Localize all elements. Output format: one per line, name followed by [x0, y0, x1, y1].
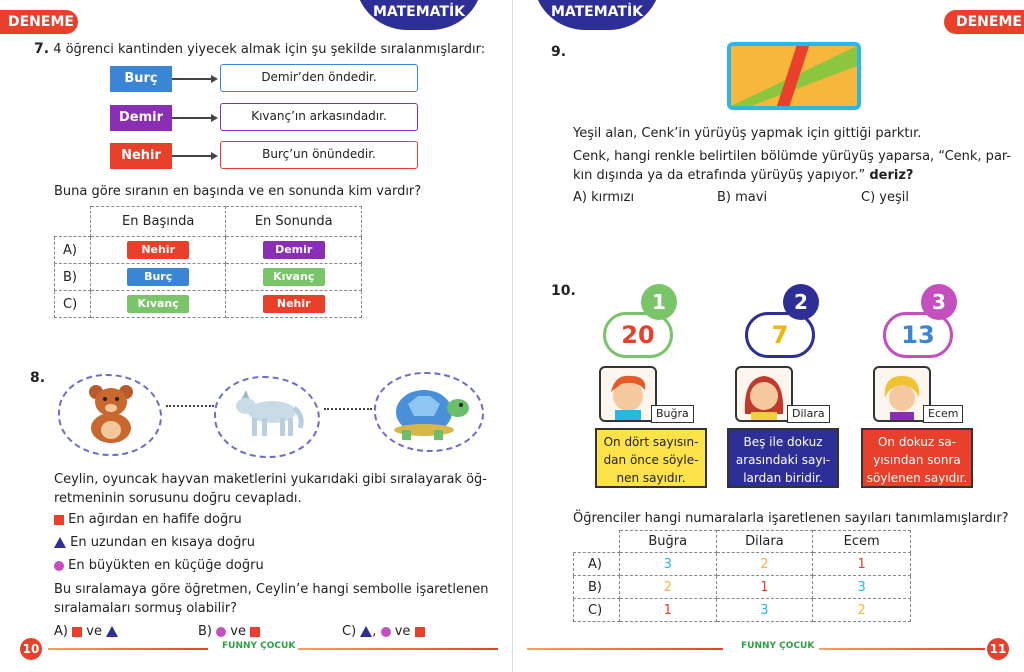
table-cell: 3 — [716, 599, 813, 622]
name-box-nehir: Nehir — [110, 143, 172, 169]
option-row-a[interactable]: A) Nehir Demir — [55, 237, 362, 264]
arrow-line — [172, 78, 212, 80]
clue-box: Demir’den öndedir. — [220, 64, 418, 92]
triangle-icon — [106, 626, 118, 637]
option-row-c[interactable]: C) Kıvanç Nehir — [55, 291, 362, 318]
circle-icon — [54, 561, 64, 571]
table-cell: 2 — [813, 599, 911, 622]
brand-logo: FUNNY ÇOCUK — [222, 641, 296, 651]
page-number: 10 — [20, 638, 42, 660]
name-box-burc: Burç — [110, 66, 172, 92]
path-dots — [166, 405, 214, 407]
triangle-icon — [360, 626, 372, 637]
right-page — [512, 0, 1024, 672]
answer-table — [54, 206, 362, 318]
name-pill: Nehir — [127, 241, 189, 259]
table-cell: 2 — [716, 553, 813, 576]
option-c[interactable]: C) , ve — [342, 622, 425, 641]
option-row-c[interactable]: C) 1 3 2 — [574, 599, 911, 622]
option-c[interactable]: C) yeşil — [861, 190, 909, 205]
name-pill: Nehir — [263, 295, 325, 313]
name-pill: Burç — [127, 268, 189, 286]
student-name-tag: Ecem — [923, 405, 963, 423]
avatar — [599, 366, 657, 422]
arrow-head-icon — [211, 152, 218, 160]
name-box-demir: Demir — [110, 105, 172, 131]
path-dots — [324, 408, 372, 410]
table-cell: 1 — [716, 576, 813, 599]
student-name-tag: Buğra — [651, 405, 694, 423]
table-cell: 3 — [813, 576, 911, 599]
legend-item-square: En ağırdan en hafife doğru — [54, 510, 242, 529]
name-pill: Kıvanç — [127, 295, 189, 313]
table-cell: 3 — [619, 553, 716, 576]
number-cloud: 7 — [745, 312, 815, 358]
question-7-ask: Buna göre sıranın en başında ve en sonunda kim vardır? — [54, 184, 422, 199]
brand-logo: FUNNY ÇOCUK — [741, 641, 815, 651]
square-icon — [72, 627, 82, 637]
option-b[interactable]: B) ve — [198, 622, 260, 641]
wolf-icon — [232, 388, 304, 444]
option-row-b[interactable]: B) 2 1 3 — [574, 576, 911, 599]
definition-box: On dokuz sa- yısından sonra söylenen sayıdır. — [861, 428, 973, 488]
student-name-tag: Dilara — [787, 405, 830, 423]
index-badge: 2 — [783, 284, 819, 320]
column-header: En Sonunda — [226, 207, 362, 237]
bear-icon — [82, 382, 140, 448]
avatar — [735, 366, 793, 422]
question-9-line1: Yeşil alan, Cenk’in yürüyüş yapmak için gittiği parktır. — [573, 126, 922, 141]
number-cloud: 20 — [603, 312, 673, 358]
table-cell: 2 — [619, 576, 716, 599]
index-badge: 3 — [921, 284, 957, 320]
table-cell: 1 — [813, 553, 911, 576]
column-header: En Başında — [90, 207, 226, 237]
option-b[interactable]: B) mavi — [717, 190, 768, 205]
square-icon — [415, 627, 425, 637]
arrow-line — [172, 117, 212, 119]
question-8-text: Ceylin, oyuncak hayvan maketlerini yukarıdaki gibi sıralayarak öğ- retmeninin sorusunu doğru cevapladı. — [54, 472, 487, 506]
footer-line — [298, 648, 498, 650]
table-cell: 1 — [619, 599, 716, 622]
question-number: 7. — [34, 41, 50, 57]
arrow-head-icon — [211, 114, 218, 122]
answer-table — [573, 530, 911, 622]
exam-tab: DENEME 1 — [0, 10, 78, 34]
question-text: 4 öğrenci kantinden yiyecek almak için şu şekilde sıralanmışlardır: — [53, 42, 486, 57]
legend-item-triangle: En uzundan en kısaya doğru — [54, 533, 255, 552]
option-a[interactable]: A) ve — [54, 622, 118, 641]
footer-line — [819, 648, 985, 650]
footer-line — [527, 648, 723, 650]
definition-box: On dört sayısın- dan önce söyle- nen sayıdır. — [595, 428, 707, 488]
clue-box: Kıvanç’ın arkasındadır. — [220, 103, 418, 131]
column-header: Dilara — [716, 531, 813, 553]
circle-icon — [216, 627, 226, 637]
column-header: Buğra — [619, 531, 716, 553]
question-9-ask: Cenk, hangi renkle belirtilen bölümde yürüyüş yaparsa, “Cenk, par- kın dışında ya da etrafında yürüyüş yapıyor.” deriz? — [573, 149, 1012, 183]
question-7-prompt — [34, 40, 494, 59]
clue-box: Burç’un önündedir. — [220, 141, 418, 169]
footer-line — [48, 648, 208, 650]
exam-tab: DENEME 1 — [944, 10, 1024, 34]
question-8-ask: Bu sıralamaya göre öğretmen, Ceylin’e hangi sembolle işaretlenen sıralamaları sormuş olabilir? — [54, 582, 489, 616]
park-diagram — [727, 42, 861, 110]
option-row-b[interactable]: B) Burç Kıvanç — [55, 264, 362, 291]
square-icon — [54, 515, 64, 525]
question-number: 8. — [30, 370, 46, 386]
page-number: 11 — [987, 638, 1009, 660]
subject-banner: MATEMATİK — [355, 0, 483, 30]
index-badge: 1 — [641, 284, 677, 320]
turtle-icon — [388, 382, 472, 446]
park-map-icon — [731, 46, 857, 106]
arrow-head-icon — [211, 75, 218, 83]
question-number: 10. — [551, 283, 576, 299]
option-a[interactable]: A) kırmızı — [573, 190, 635, 205]
question-10-ask: Öğrenciler hangi numaralarla işaretlenen sayıları tanımlamışlardır? — [573, 511, 1009, 526]
girl-avatar-icon — [737, 368, 791, 420]
girl-avatar-icon — [875, 368, 929, 420]
name-pill: Demir — [263, 241, 325, 259]
definition-box: Beş ile dokuz arasındaki sayı- lardan biridir. — [727, 428, 839, 488]
arrow-line — [172, 155, 212, 157]
subject-banner: MATEMATİK — [533, 0, 661, 30]
circle-icon — [381, 627, 391, 637]
name-pill: Kıvanç — [263, 268, 325, 286]
boy-avatar-icon — [601, 368, 655, 420]
square-icon — [250, 627, 260, 637]
legend-item-circle: En büyükten en küçüğe doğru — [54, 556, 264, 575]
number-cloud: 13 — [883, 312, 953, 358]
triangle-icon — [54, 537, 66, 548]
option-row-a[interactable]: A) 3 2 1 — [574, 553, 911, 576]
column-header: Ecem — [813, 531, 911, 553]
question-number: 9. — [551, 44, 567, 60]
